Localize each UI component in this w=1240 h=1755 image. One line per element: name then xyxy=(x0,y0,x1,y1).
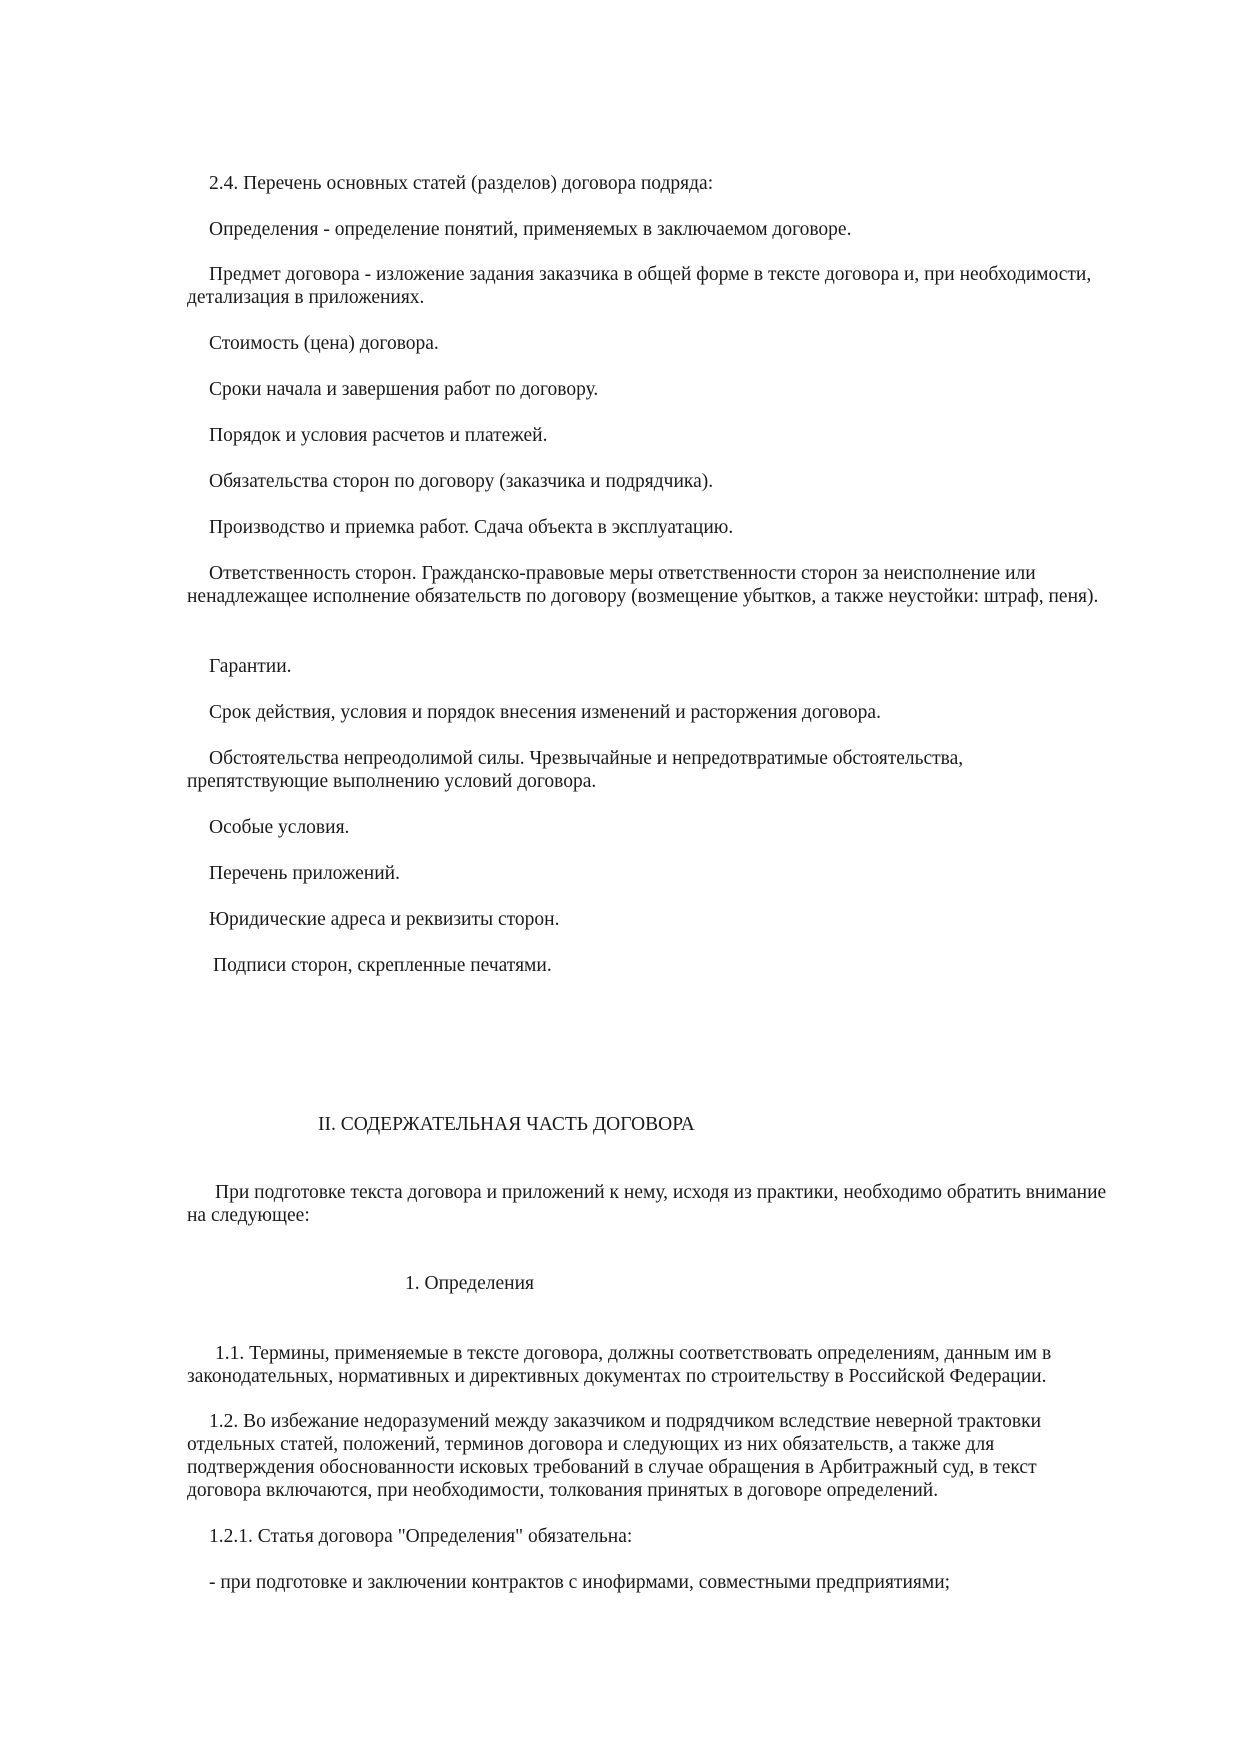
list-item-price: Стоимость (цена) договора. xyxy=(209,333,439,354)
bullet-item: - при подготовке и заключении контрактов с инофирмами, совместными предприятиями; xyxy=(209,1572,951,1593)
list-item-liability: Ответственность сторон. Гражданско-правовые меры ответственности сторон за неисполнение или ненадлежащее исполнение обязательств по договору (возмещение убытков, а также неустойки: штраф, пеня). xyxy=(187,563,1099,607)
list-item-obligations: Обязательства сторон по договору (заказчика и подрядчика). xyxy=(209,471,714,492)
list-item-signatures: Подписи сторон, скрепленные печатями. xyxy=(213,955,552,976)
list-item-special: Особые условия. xyxy=(209,817,350,838)
paragraph-1-2-1: 1.2.1. Статья договора "Определения" обязательна: xyxy=(209,1526,633,1547)
paragraph-1-2: 1.2. Во избежание недоразумений между заказчиком и подрядчиком вследствие неверной трактовки отдельных статей, положений, терминов договора и следующих из них обязательств, а также для подтверждения обоснованности исковых требований в случае обращения в Арбитражный суд, в текст договора включаются, при необходимости, толкования принятых в договоре определений. xyxy=(187,1411,1042,1501)
subheading-definitions: 1. Определения xyxy=(405,1273,534,1294)
list-item-definitions: Определения - определение понятий, применяемых в заключаемом договоре. xyxy=(209,219,852,240)
list-title: 2.4. Перечень основных статей (разделов) договора подряда: xyxy=(209,173,714,194)
list-item-addresses: Юридические адреса и реквизиты сторон. xyxy=(209,909,560,930)
list-item-subject: Предмет договора - изложение задания заказчика в общей форме в тексте договора и, при необходимости, детализация в приложениях. xyxy=(187,264,1092,308)
list-item-force-majeure: Обстоятельства непреодолимой силы. Чрезвычайные и непредотвратимые обстоятельства, препятствующие выполнению условий договора. xyxy=(187,748,964,792)
list-item-annexes: Перечень приложений. xyxy=(209,863,400,884)
list-item-terms: Сроки начала и завершения работ по договору. xyxy=(209,379,599,400)
list-item-payments: Порядок и условия расчетов и платежей. xyxy=(209,425,548,446)
section-heading: II. СОДЕРЖАТЕЛЬНАЯ ЧАСТЬ ДОГОВОРА xyxy=(318,1114,695,1135)
list-item-works: Производство и приемка работ. Сдача объекта в эксплуатацию. xyxy=(209,517,734,538)
intro-paragraph: При подготовке текста договора и приложений к нему, исходя из практики, необходимо обратить внимание на следующее: xyxy=(187,1182,1107,1226)
list-item-duration: Срок действия, условия и порядок внесения изменений и расторжения договора. xyxy=(209,702,881,723)
list-item-guarantees: Гарантии. xyxy=(209,656,292,677)
paragraph-1-1: 1.1. Термины, применяемые в тексте договора, должны соответствовать определениям, данным им в законодательных, нормативных и директивных документах по строительству в Российской Федерации. xyxy=(187,1343,1052,1387)
